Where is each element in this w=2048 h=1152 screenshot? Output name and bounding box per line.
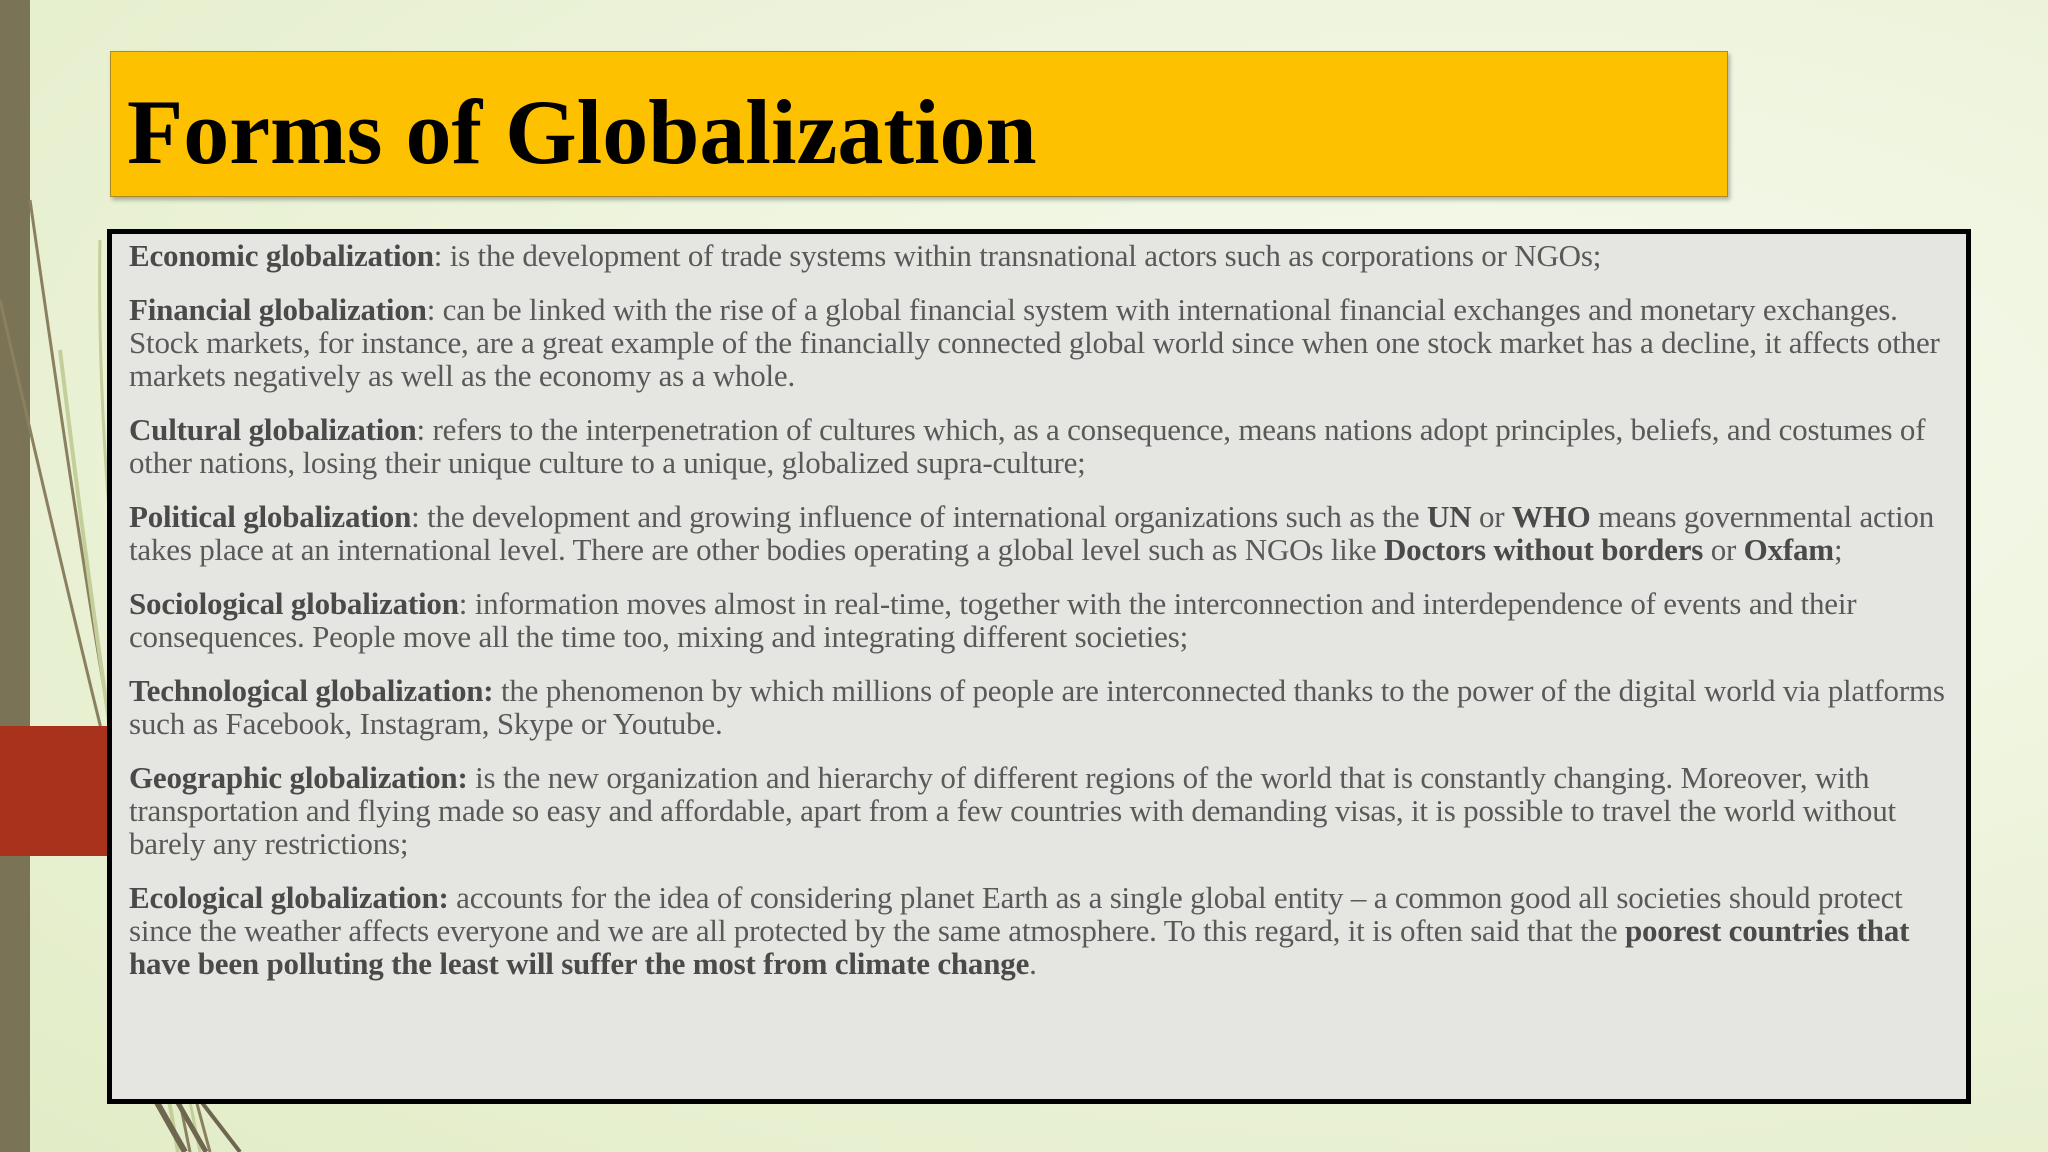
paragraph-text: : refers to the interpenetration of cultures which, as a consequence, means nations adopt principles, beliefs, and costumes of other nations, losing their unique culture to a unique, globalized supra-culture;	[129, 412, 1926, 480]
paragraph-text: is the new organization and hierarchy of different regions of the world that is constantly changing. Moreover, with transportation and flying made so easy and affordable, apart from a few countries with demanding visas, it is possible to travel the world without barely any restrictions;	[129, 760, 1896, 861]
title-box	[110, 51, 1728, 197]
red-accent-block	[0, 726, 108, 856]
paragraph-financial	[129, 293, 1952, 392]
bold-term: Cultural globalization	[129, 412, 417, 447]
bold-term: Technological globalization:	[129, 673, 494, 708]
paragraph-text: means governmental action takes place at an international level. There are other bodies operating a global level such as NGOs like	[129, 499, 1934, 567]
bold-term: Political globalization	[129, 499, 412, 534]
bold-term: Oxfam	[1743, 532, 1834, 567]
paragraph-text: .	[1029, 946, 1037, 981]
paragraph-technological	[129, 674, 1952, 740]
paragraph-text: : can be linked with the rise of a global financial system with international financial exchanges and monetary exchanges. Stock markets, for instance, are a great example of the financially connected global world since when one stock market has a decline, it affects other markets negatively as well as the economy as a whole.	[129, 292, 1940, 393]
paragraph-ecological	[129, 881, 1952, 980]
bold-term: Financial globalization	[129, 292, 427, 327]
paragraph-text: : the development and growing influence of international organizations such as the	[411, 499, 1428, 534]
paragraph-text: accounts for the idea of considering planet Earth as a single global entity – a common good all societies should protect since the weather affects everyone and we are all protected by the same atmosphere. To this regard, it is often said that the	[129, 880, 1903, 948]
paragraph-text: the phenomenon by which millions of people are interconnected thanks to the power of the digital world via platforms such as Facebook, Instagram, Skype or Youtube.	[129, 673, 1945, 741]
bold-term: Sociological globalization	[129, 586, 459, 621]
slide-title: Forms of Globalization	[127, 81, 1037, 183]
paragraph-text: ;	[1833, 532, 1843, 567]
bold-term: Economic globalization	[129, 238, 434, 273]
paragraph-text: or	[1471, 499, 1512, 534]
content-box	[107, 229, 1971, 1104]
bold-term: UN	[1427, 499, 1472, 534]
paragraph-text: or	[1703, 532, 1744, 567]
paragraph-economic	[129, 239, 1952, 272]
bold-term: Ecological globalization:	[129, 880, 449, 915]
bold-term: Geographic globalization:	[129, 760, 468, 795]
bold-term: WHO	[1511, 499, 1591, 534]
paragraph-geographic	[129, 761, 1952, 860]
paragraph-text: : information moves almost in real-time, together with the interconnection and interdependence of events and their consequences. People move all the time too, mixing and integrating different societies;	[129, 586, 1857, 654]
paragraph-sociological	[129, 587, 1952, 653]
bold-term: poorest countries that have been polluting the least will suffer the most from climate change	[129, 913, 1910, 981]
paragraph-cultural	[129, 413, 1952, 479]
paragraph-political	[129, 500, 1952, 566]
bold-term: Doctors without borders	[1383, 532, 1704, 567]
paragraph-text: : is the development of trade systems within transnational actors such as corporations or NGOs;	[433, 238, 1602, 273]
